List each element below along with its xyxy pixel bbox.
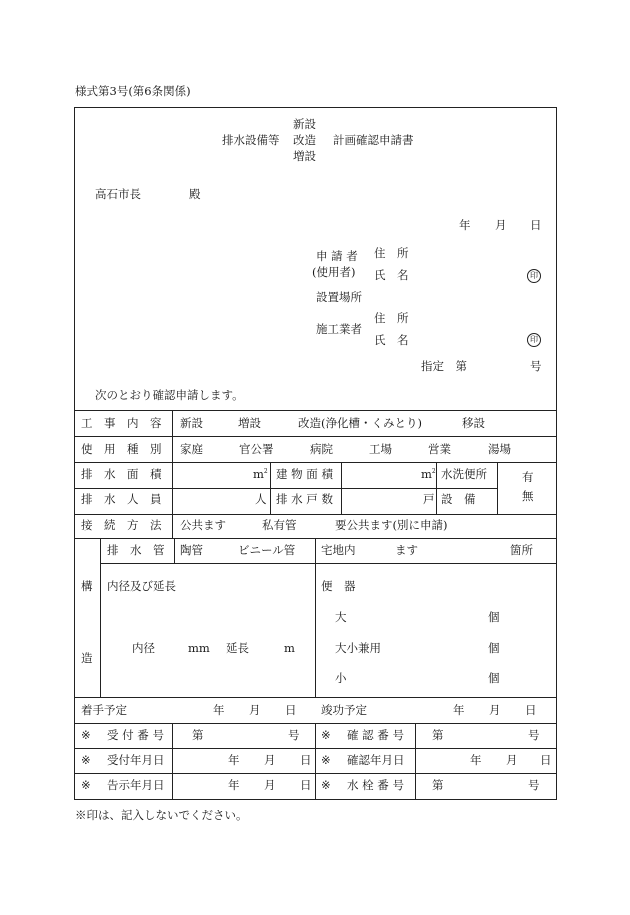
row-divider: [74, 410, 557, 411]
confirm-no-prefix: 第: [432, 728, 444, 742]
column-divider: [315, 538, 316, 697]
pipe-option-ceramic: 陶管: [180, 543, 203, 557]
confirm-date-label: 確認年月日: [347, 753, 405, 767]
completion-schedule-label: 竣功予定: [321, 703, 367, 717]
drain-area-unit: $m^2$: [253, 467, 268, 481]
yard-inlet-middle: ます: [395, 543, 418, 557]
toilet-small-unit: 個: [488, 671, 500, 685]
install-location-label: 設置場所: [316, 290, 362, 304]
header-date-year: 年: [459, 218, 471, 232]
applicant-seal-icon: 印: [527, 269, 541, 283]
usage-option-hospital: 病院: [310, 442, 333, 456]
receipt-no-prefix: 第: [192, 728, 204, 742]
diameter-unit: mm: [188, 641, 210, 655]
toilet-combined-label: 大小兼用: [335, 641, 381, 655]
pipe-option-vinyl: ビニール管: [238, 543, 296, 557]
structure-label-top: 構: [81, 579, 93, 593]
designation-label: 指定 第: [421, 359, 467, 373]
usage-option-business: 営業: [428, 442, 451, 456]
notice-date-label: 告示年月日: [107, 778, 165, 792]
meter-no-label: 水 栓 番 号: [347, 778, 404, 792]
office-mark: ※: [321, 778, 331, 792]
drain-households-label: 排 水 戸 数: [276, 492, 333, 506]
row-divider: [74, 436, 557, 437]
confirm-month: 月: [506, 753, 518, 767]
completion-year: 年: [453, 703, 465, 717]
confirm-no-label: 確 認 番 号: [347, 728, 404, 742]
flush-toilet-no: 無: [522, 489, 534, 503]
column-divider: [172, 410, 173, 538]
building-area-label: 建 物 面 積: [276, 467, 333, 481]
toilet-combined-unit: 個: [488, 641, 500, 655]
notice-month: 月: [264, 778, 276, 792]
structure-label-bottom: 造: [81, 651, 93, 665]
completion-day: 日: [525, 703, 537, 717]
length-label: 延長: [226, 641, 249, 655]
building-area-unit: $m^2$: [421, 467, 436, 481]
confirm-no-suffix: 号: [528, 728, 540, 742]
toilet-large-label: 大: [335, 610, 347, 624]
column-divider: [270, 462, 271, 514]
confirm-year: 年: [470, 753, 482, 767]
flush-toilet-label: 水洗便所: [441, 467, 487, 481]
footnote: ※印は、記入しないでください。: [75, 808, 248, 822]
toilet-label: 便 器: [321, 579, 356, 593]
column-divider: [100, 538, 101, 697]
yard-inlet-unit: 箇所: [510, 543, 533, 557]
drain-pipe-label: 排 水 管: [107, 543, 165, 557]
connection-option-public: 公共ます: [180, 518, 226, 532]
diameter-length-label: 内径及び延長: [107, 579, 176, 593]
diameter-label: 内径: [132, 641, 155, 655]
row-divider: [100, 563, 557, 564]
office-mark: ※: [81, 778, 91, 792]
row-divider: [74, 697, 557, 698]
designation-suffix: 号: [530, 359, 542, 373]
meter-no-prefix: 第: [432, 778, 444, 792]
connection-option-private: 私有管: [262, 518, 297, 532]
header-date-day: 日: [530, 218, 542, 232]
work-content-label: 工 事 内 容: [81, 416, 162, 430]
work-option-new: 新設: [180, 416, 203, 430]
confirm-day: 日: [540, 753, 552, 767]
title-type-new: 新設: [293, 117, 316, 131]
notice-day: 日: [300, 778, 312, 792]
honorific: 殿: [189, 187, 201, 201]
drain-households-unit: 戸: [423, 492, 435, 506]
work-option-relocate: 移設: [462, 416, 485, 430]
receipt-year: 年: [228, 753, 240, 767]
contractor-address-label: 住 所: [374, 311, 409, 325]
column-divider: [415, 723, 416, 800]
title-prefix: 排水設備等: [222, 133, 280, 147]
flush-toilet-label-2: 設 備: [441, 492, 476, 506]
start-year: 年: [213, 703, 225, 717]
completion-month: 月: [489, 703, 501, 717]
flush-toilet-yes: 有: [522, 470, 534, 484]
receipt-date-label: 受付年月日: [107, 753, 165, 767]
start-day: 日: [285, 703, 297, 717]
row-divider: [74, 462, 557, 463]
receipt-day: 日: [300, 753, 312, 767]
contractor-name-label: 氏 名: [374, 333, 409, 347]
form-number: 様式第3号(第6条関係): [75, 84, 191, 98]
drain-area-label: 排 水 面 積: [81, 467, 162, 481]
applicant-label: 申 請 者: [316, 249, 358, 263]
title-suffix: 計画確認申請書: [333, 133, 414, 147]
work-option-remodel: 改造(浄化槽・くみとり): [298, 416, 422, 430]
receipt-no-suffix: 号: [288, 728, 300, 742]
length-unit: m: [284, 641, 295, 655]
usage-option-home: 家庭: [180, 442, 203, 456]
column-divider: [497, 462, 498, 514]
applicant-name-label: 氏 名: [374, 268, 409, 282]
column-divider: [436, 462, 437, 514]
header-date-month: 月: [495, 218, 507, 232]
office-mark: ※: [321, 728, 331, 742]
applicant-user-label: (使用者): [312, 265, 356, 279]
office-mark: ※: [81, 753, 91, 767]
connection-option-request: 要公共ます(別に申請): [335, 518, 448, 532]
receipt-no-label: 受 付 番 号: [107, 728, 164, 742]
title-type-remodel: 改造: [293, 133, 316, 147]
usage-option-factory: 工場: [369, 442, 392, 456]
yard-inlet-label: 宅地内: [321, 543, 356, 557]
work-option-expand: 増設: [238, 416, 261, 430]
drain-persons-unit: 人: [255, 492, 267, 506]
column-divider: [315, 723, 316, 800]
usage-type-label: 使 用 種 別: [81, 442, 162, 456]
contractor-seal-icon: 印: [527, 333, 541, 347]
contractor-label: 施工業者: [316, 322, 362, 336]
intro-text: 次のとおり確認申請します。: [95, 388, 244, 402]
office-mark: ※: [81, 728, 91, 742]
notice-year: 年: [228, 778, 240, 792]
connection-label: 接 続 方 法: [81, 518, 162, 532]
start-schedule-label: 着手予定: [81, 703, 127, 717]
row-divider: [74, 488, 497, 489]
addressee: 高石市長: [95, 187, 141, 201]
title-type-expand: 増設: [293, 149, 316, 163]
drain-persons-label: 排 水 人 員: [81, 492, 162, 506]
column-divider: [172, 723, 173, 800]
usage-option-government: 官公署: [239, 442, 274, 456]
usage-option-bathhouse: 湯場: [488, 442, 511, 456]
start-month: 月: [249, 703, 261, 717]
applicant-address-label: 住 所: [374, 246, 409, 260]
toilet-large-unit: 個: [488, 610, 500, 624]
row-divider: [74, 514, 557, 515]
meter-no-suffix: 号: [528, 778, 540, 792]
office-mark: ※: [321, 753, 331, 767]
receipt-month: 月: [264, 753, 276, 767]
toilet-small-label: 小: [335, 671, 347, 685]
column-divider: [341, 462, 342, 514]
column-divider: [174, 538, 175, 563]
